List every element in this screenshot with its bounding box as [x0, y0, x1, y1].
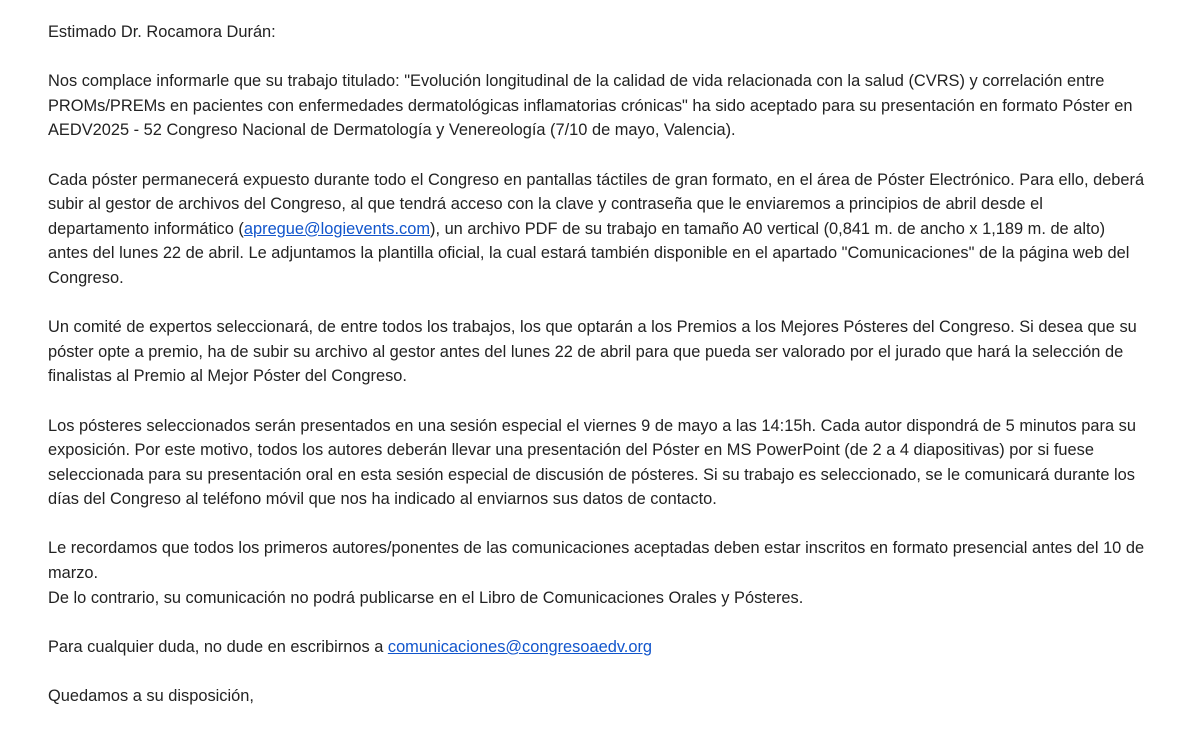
contact-paragraph	[48, 635, 1148, 660]
poster-upload-text-start: Cada póster permanecerá expuesto durante todo el Congreso en pantallas táctiles de gran formato, en el área de Póster Electrónico. Para ello, deberá subir al gestor de archivos del Congreso, al que tendrá acceso con la clave y contraseña que le enviaremos a principios de abril desde el departamento informático (	[48, 170, 1145, 238]
registration-warning: De lo contrario, su comunicación no podrá publicarse en el Libro de Comunicaciones Orales y Pósteres.	[48, 588, 804, 607]
awards-paragraph: Un comité de expertos seleccionará, de entre todos los trabajos, los que optarán a los Premios a los Mejores Pósteres del Congreso. Si desea que su póster opte a premio, ha de subir su archivo al gestor antes del lunes 22 de abril para que pueda ser valorado por el jurado que hará la selección de finalistas al Premio al Mejor Póster del Congreso.	[48, 318, 1137, 386]
closing: Quedamos a su disposición,	[48, 687, 254, 706]
greeting: Estimado Dr. Rocamora Durán:	[48, 23, 276, 41]
registration-reminder: Le recordamos que todos los primeros autores/ponentes de las comunicaciones aceptadas deben estar inscritos en formato presencial antes del 10 de marzo.	[48, 539, 1145, 583]
contact-text: Para cualquier duda, no dude en escribirnos a	[48, 637, 388, 656]
email-body	[48, 20, 1148, 733]
poster-upload-paragraph	[48, 168, 1148, 291]
it-contact-email-link[interactable]: apregue@logievents.com	[243, 219, 430, 238]
acceptance-paragraph: Nos complace informarle que su trabajo titulado: "Evolución longitudinal de la calidad de vida relacionada con la salud (CVRS) y correlación entre PROMs/PREMs en pacientes con enfermedades dermatológicas inflamatorias crónicas" ha sido aceptado para su presentación en formato Póster en AEDV2025 - 52 Congreso Nacional de Dermatología y Venereología (7/10 de mayo, Valencia).	[48, 72, 1133, 140]
poster-upload-text-end: ), un archivo PDF de su trabajo en tamaño A0 vertical (0,841 m. de ancho x 1,189 m. de alto) antes del lunes 22 de abril. Le adjuntamos la plantilla oficial, la cual estará también disponible en el apartado "Comunicaciones" de la página web del Congreso.	[48, 219, 1130, 287]
session-paragraph: Los pósteres seleccionados serán presentados en una sesión especial el viernes 9 de mayo a las 14:15h. Cada autor dispondrá de 5 minutos para su exposición. Por este motivo, todos los autores deberán llevar una presentación del Póster en MS PowerPoint (de 2 a 4 diapositivas) por si fuese seleccionada para su presentación oral en esta sesión especial de discusión de pósteres. Si su trabajo es seleccionado, se le comunicará durante los días del Congreso al teléfono móvil que nos ha indicado al enviarnos sus datos de contacto.	[48, 416, 1136, 509]
communications-email-link[interactable]: comunicaciones@congresoaedv.org	[387, 637, 653, 656]
registration-paragraph	[48, 536, 1148, 610]
